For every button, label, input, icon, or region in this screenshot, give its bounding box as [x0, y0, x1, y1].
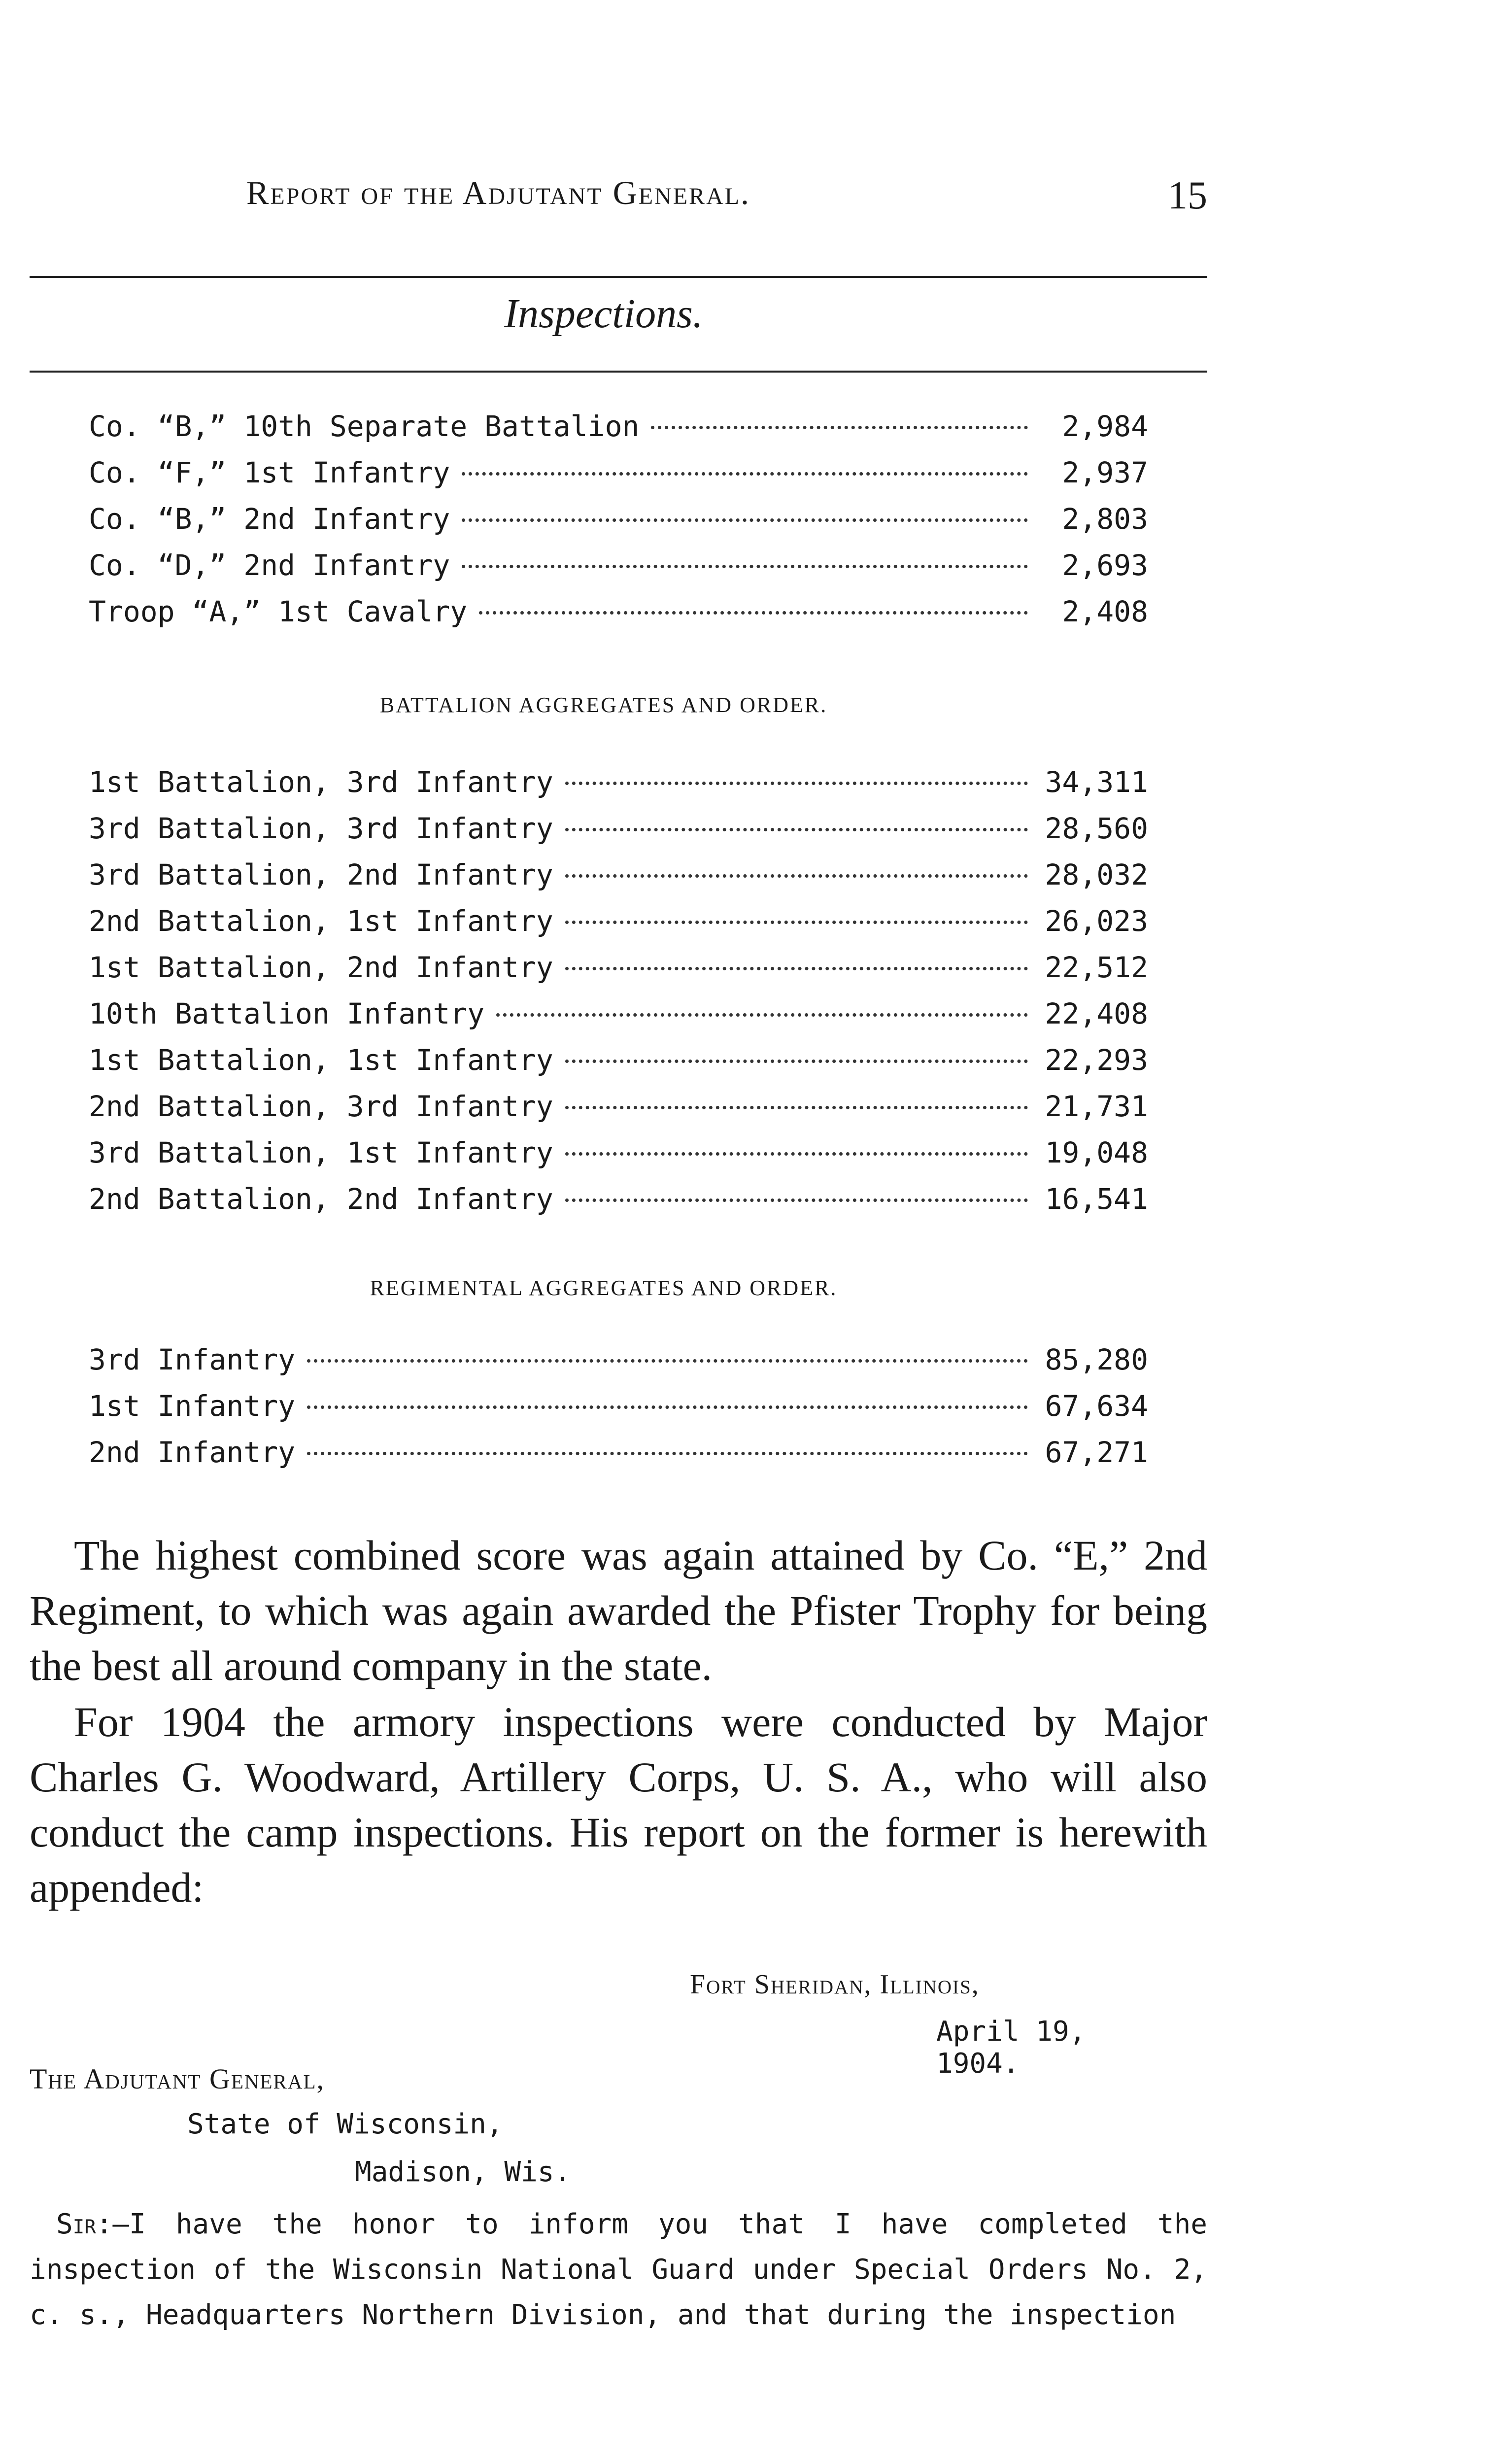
- regiment-score: 67,271: [1045, 1436, 1148, 1469]
- company-score: 2,937: [1062, 456, 1148, 489]
- list-item: [89, 1383, 1148, 1429]
- battalion-name: 10th Battalion Infantry: [89, 997, 485, 1030]
- letter-salutation: Sir:: [56, 2208, 113, 2240]
- letter-text: —I have the honor to inform you that I have completed the inspection of the Wisconsin National Guard under Special Orders No. 2, c. s., Headquarters Northern Division, and that during the inspection: [30, 2208, 1207, 2331]
- dot-leader: [462, 472, 1028, 476]
- regimental-aggregates-list: [89, 1336, 1148, 1475]
- list-item: [89, 542, 1148, 588]
- letter-place: Fort Sheridan, Illinois,: [690, 1969, 980, 2000]
- list-item: [89, 898, 1148, 944]
- letter-addressee: The Adjutant General,: [30, 2063, 325, 2095]
- dot-leader: [307, 1452, 1028, 1455]
- battalion-name: 1st Battalion, 2nd Infantry: [89, 951, 553, 984]
- regiment-name: 3rd Infantry: [89, 1343, 296, 1376]
- dot-leader: [565, 1198, 1028, 1202]
- page-header: [30, 173, 1207, 228]
- dot-leader: [565, 1152, 1028, 1156]
- list-item: [89, 1037, 1148, 1083]
- battalion-name: 2nd Battalion, 2nd Infantry: [89, 1182, 553, 1216]
- section-title: Inspections.: [504, 291, 703, 337]
- battalion-score: 26,023: [1045, 904, 1148, 938]
- company-scores-list: [89, 403, 1148, 635]
- letter-date: April 19, 1904.: [936, 2016, 1086, 2080]
- battalion-name: 1st Battalion, 1st Infantry: [89, 1043, 553, 1077]
- battalion-heading: BATTALION AGGREGATES AND ORDER.: [379, 693, 828, 717]
- battalion-name: 2nd Battalion, 3rd Infantry: [89, 1090, 553, 1123]
- letter-address-line: State of Wisconsin,: [187, 2108, 503, 2140]
- company-name: Co. “D,” 2nd Infantry: [89, 548, 450, 582]
- dot-leader: [462, 518, 1028, 522]
- battalion-name: 3rd Battalion, 1st Infantry: [89, 1136, 553, 1169]
- company-score: 2,408: [1062, 595, 1148, 628]
- running-title: Report of the Adjutant General.: [246, 174, 751, 211]
- battalion-score: 34,311: [1045, 765, 1148, 799]
- dot-leader: [565, 874, 1028, 878]
- list-item: [89, 991, 1148, 1037]
- list-item: [89, 449, 1148, 496]
- list-item: [89, 403, 1148, 449]
- paragraph-inspections: For 1904 the armory inspections were conducted by Major Charles G. Woodward, Artillery Corps, U. S. A., who will also conduct the camp inspections. His report on the former is herewith appended:: [30, 1698, 1207, 1911]
- top-rule: [30, 276, 1207, 278]
- page-number: 15: [1168, 174, 1207, 217]
- dot-leader: [479, 611, 1028, 615]
- company-score: 2,693: [1062, 548, 1148, 582]
- battalion-name: 3rd Battalion, 2nd Infantry: [89, 858, 553, 891]
- dot-leader: [565, 1106, 1028, 1109]
- regiment-name: 1st Infantry: [89, 1389, 296, 1423]
- list-item: [89, 1176, 1148, 1222]
- dot-leader: [496, 1013, 1028, 1017]
- list-item: [89, 852, 1148, 898]
- battalion-name: 1st Battalion, 3rd Infantry: [89, 765, 553, 799]
- regiment-score: 85,280: [1045, 1343, 1148, 1376]
- battalion-score: 28,032: [1045, 858, 1148, 891]
- dot-leader: [565, 967, 1028, 970]
- dot-leader: [565, 1060, 1028, 1063]
- regiment-name: 2nd Infantry: [89, 1436, 296, 1469]
- bottom-rule: [30, 371, 1207, 373]
- battalion-name: 2nd Battalion, 1st Infantry: [89, 904, 553, 938]
- list-item: [89, 944, 1148, 991]
- battalion-score: 22,293: [1045, 1043, 1148, 1077]
- battalion-score: 22,408: [1045, 997, 1148, 1030]
- battalion-score: 22,512: [1045, 951, 1148, 984]
- regiment-score: 67,634: [1045, 1389, 1148, 1423]
- dot-leader: [565, 782, 1028, 785]
- dot-leader: [462, 565, 1028, 568]
- battalion-score: 19,048: [1045, 1136, 1148, 1169]
- dot-leader: [307, 1359, 1028, 1363]
- list-item: [89, 588, 1148, 635]
- company-score: 2,984: [1062, 410, 1148, 443]
- battalion-aggregates-list: [89, 759, 1148, 1222]
- regimental-heading: REGIMENTAL AGGREGATES AND ORDER.: [370, 1276, 838, 1300]
- list-item: [89, 805, 1148, 852]
- list-item: [89, 1083, 1148, 1129]
- list-item: [89, 759, 1148, 805]
- dot-leader: [651, 426, 1028, 429]
- company-name: Co. “F,” 1st Infantry: [89, 456, 450, 489]
- list-item: [89, 496, 1148, 542]
- dot-leader: [565, 921, 1028, 924]
- dot-leader: [565, 828, 1028, 831]
- battalion-score: 28,560: [1045, 812, 1148, 845]
- list-item: [89, 1129, 1148, 1176]
- list-item: [89, 1336, 1148, 1383]
- list-item: [89, 1429, 1148, 1475]
- letter-address-line: Madison, Wis.: [355, 2156, 571, 2188]
- letter-body: [30, 2202, 1207, 2338]
- company-name: Co. “B,” 2nd Infantry: [89, 502, 450, 536]
- battalion-score: 21,731: [1045, 1090, 1148, 1123]
- battalion-score: 16,541: [1045, 1182, 1148, 1216]
- battalion-name: 3rd Battalion, 3rd Infantry: [89, 812, 553, 845]
- paragraph-trophy: The highest combined score was again attained by Co. “E,” 2nd Regiment, to which was again awarded the Pfister Trophy for being the best all around company in the state.: [30, 1532, 1207, 1689]
- dot-leader: [307, 1405, 1028, 1409]
- company-score: 2,803: [1062, 502, 1148, 536]
- company-name: Co. “B,” 10th Separate Battalion: [89, 410, 640, 443]
- company-name: Troop “A,” 1st Cavalry: [89, 595, 468, 628]
